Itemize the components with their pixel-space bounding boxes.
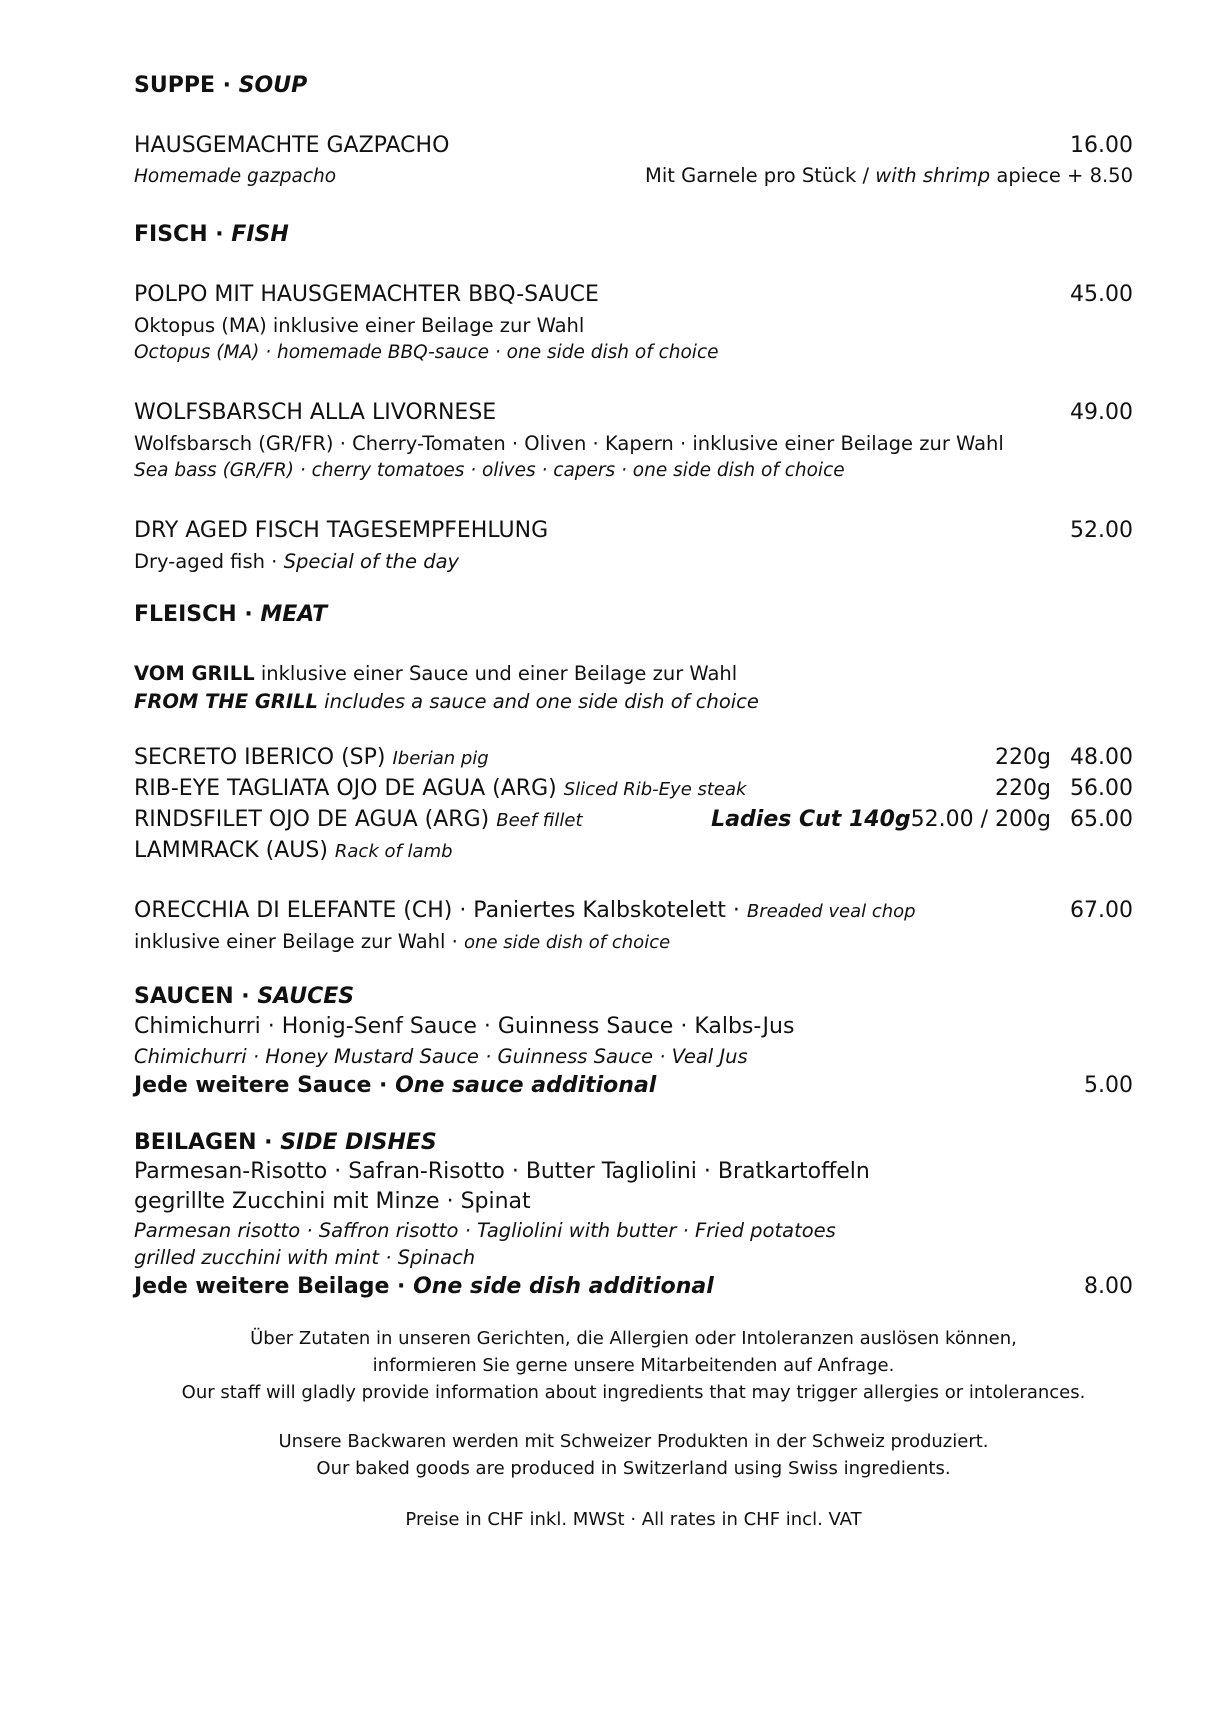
section-title-fish: [134, 221, 1133, 249]
section-title-de: SAUCEN ·: [134, 984, 258, 1009]
section-title-sides: [134, 1129, 1133, 1157]
item-name: DRY AGED FISCH TAGESEMPFEHLUNG: [134, 518, 549, 543]
item-price: 45.00: [1070, 282, 1133, 307]
sauces-list-en: Chimichurri · Honey Mustard Sauce · Guinness Sauce · Veal Jus: [134, 1045, 748, 1068]
bakery-note: Unsere Backwaren werden mit Schweizer Produkten in der Schweiz produziert. Our baked goods are produced in Switzerland using Swiss ingredients.: [278, 1431, 989, 1479]
item-desc-en: Sea bass (GR/FR) · cherry tomatoes · olives · capers · one side dish of choice: [134, 460, 845, 481]
section-title-de: FISCH ·: [134, 222, 232, 247]
item-price: 67.00: [1070, 898, 1133, 923]
sides-list-en-1: Parmesan risotto · Saffron risotto · Tagliolini with butter · Fried potatoes: [134, 1219, 836, 1242]
item-weight: 220g: [995, 745, 1051, 770]
item-price: 16.00: [1070, 133, 1133, 158]
item-price: 52.00: [1070, 518, 1133, 543]
sides-list-en-2: grilled zucchini with mint · Spinach: [134, 1246, 476, 1269]
item-name: POLPO MIT HAUSGEMACHTER BBQ-SAUCE: [134, 282, 599, 307]
menu-item-gazpacho: [134, 130, 1133, 162]
menu-item-dry-aged-fish: [134, 515, 1133, 547]
sauce-additional: Jede weitere Sauce · One sauce additional 5.00: [134, 1071, 1133, 1101]
grill-item-lammrack: LAMMRACK (AUS) Rack of lamb: [134, 838, 453, 863]
item-price: 5.00: [1084, 1073, 1133, 1098]
grill-item-rindsfilet: RINDSFILET OJO DE AGUA (ARG) Beef fillet Ladies Cut 140g 52.00 / 200g 65.00: [134, 805, 1133, 836]
section-title-de: FLEISCH ·: [134, 602, 261, 627]
item-price: 65.00: [1070, 807, 1133, 832]
menu-item-wolfsbarsch: [134, 397, 1133, 429]
item-price: 8.00: [1084, 1274, 1133, 1299]
item-weight: 52.00 / 200g: [910, 807, 1051, 832]
section-title-en: SAUCES: [257, 984, 355, 1009]
item-price: 49.00: [1070, 400, 1133, 425]
section-title-en: SIDE DISHES: [280, 1130, 437, 1155]
section-title-soup: [134, 72, 1133, 100]
item-details-gazpacho: [134, 162, 1133, 191]
item-desc-de: Oktopus (MA) inklusive einer Beilage zur Wahl: [134, 314, 585, 337]
item-desc-de: Wolfsbarsch (GR/FR) · Cherry-Tomaten · Oliven · Kapern · inklusive einer Beilage zur Wahl: [134, 432, 1004, 455]
item-price: 48.00: [1070, 745, 1133, 770]
item-desc-en: Homemade gazpacho: [134, 166, 337, 187]
price-note: Preise in CHF inkl. MWSt · All rates in CHF incl. VAT: [405, 1509, 862, 1530]
item-price: 56.00: [1070, 776, 1133, 801]
grill-list: [134, 743, 1133, 867]
item-name: WOLFSBARSCH ALLA LIVORNESE: [134, 400, 497, 425]
grill-intro-en: FROM THE GRILL includes a sauce and one side dish of choice: [134, 690, 759, 713]
section-title-en: MEAT: [260, 602, 328, 627]
item-desc: Dry-aged fish · Special of the day: [134, 550, 460, 573]
grill-item-rib-eye: RIB-EYE TAGLIATA OJO DE AGUA (ARG) Sliced Rib-Eye steak 220g 56.00: [134, 774, 1133, 805]
section-title-meat: [134, 601, 1133, 629]
item-desc-en: Octopus (MA) · homemade BBQ-sauce · one side dish of choice: [134, 342, 719, 363]
sides-list-de-2: gegrillte Zucchini mit Minze · Spinat: [134, 1189, 531, 1214]
item-name: HAUSGEMACHTE GAZPACHO: [134, 133, 450, 158]
sides-list-de-1: Parmesan-Risotto · Safran-Risotto · Butter Tagliolini · Bratkartoffeln: [134, 1159, 870, 1184]
ladies-cut-label: Ladies Cut 140g: [711, 807, 911, 832]
section-title-de: BEILAGEN ·: [134, 1130, 281, 1155]
sauces-list-de: Chimichurri · Honig-Senf Sauce · Guinness Sauce · Kalbs-Jus: [134, 1014, 795, 1039]
grill-item-secreto: SECRETO IBERICO (SP) Iberian pig 220g 48.00: [134, 743, 1133, 774]
allergy-note: Über Zutaten in unseren Gerichten, die Allergien oder Intoleranzen auslösen können, informieren Sie gerne unsere Mitarbeitenden auf Anfrage. Our staff will gladly provide information about ingredients that may trigger allergies or intolerances.: [181, 1328, 1086, 1403]
item-weight: 220g: [995, 776, 1051, 801]
section-title-de: SUPPE ·: [134, 73, 239, 98]
side-additional: Jede weitere Beilage · One side dish additional 8.00: [134, 1271, 1133, 1303]
menu-item-polpo: [134, 279, 1133, 311]
section-title-sauces: [134, 983, 1133, 1011]
item-desc: inklusive einer Beilage zur Wahl · one side dish of choice: [134, 930, 671, 953]
item-extra: Mit Garnele pro Stück / with shrimp apiece + 8.50: [645, 164, 1133, 187]
section-title-en: SOUP: [238, 73, 308, 98]
menu-page: [134, 72, 1133, 1533]
section-title-en: FISH: [231, 222, 289, 247]
menu-item-orecchia: ORECCHIA DI ELEFANTE (CH) · Paniertes Kalbskotelett · Breaded veal chop 67.00: [134, 895, 1133, 928]
grill-intro-de: VOM GRILL inklusive einer Sauce und einer Beilage zur Wahl: [134, 662, 738, 685]
